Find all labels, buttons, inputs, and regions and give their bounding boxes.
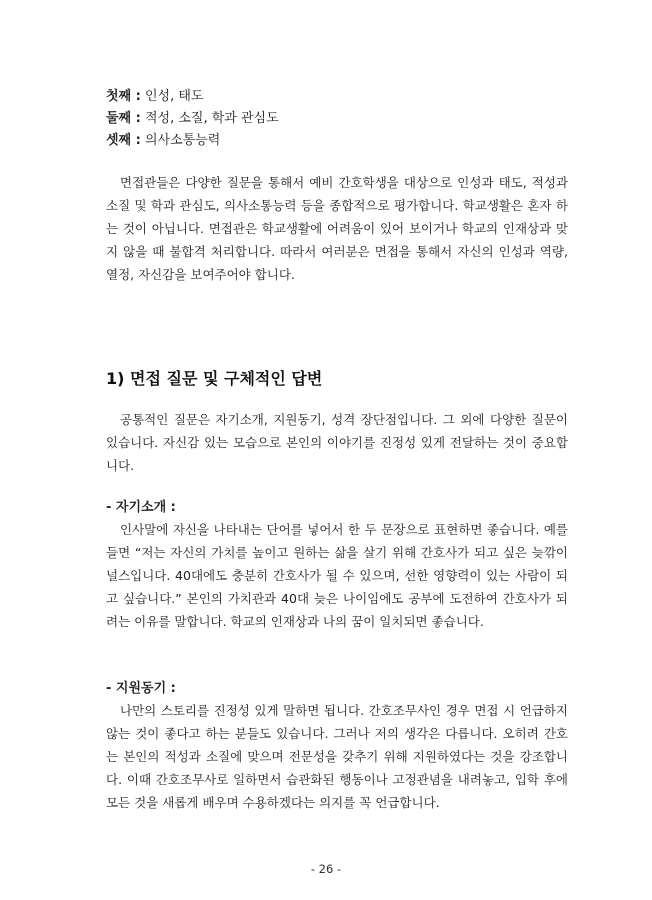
section-heading: 1) 면접 질문 및 구체적인 답변 [106, 369, 323, 388]
list-item [106, 130, 279, 152]
criteria-list [106, 86, 279, 152]
list-item-value: 적성, 소질, 학과 관심도 [140, 111, 279, 126]
list-item-label: 둘째 : [106, 111, 141, 126]
list-item [106, 86, 279, 108]
self-intro-heading: - 자기소개 : [106, 500, 176, 515]
list-item-value: 의사소통능력 [140, 133, 221, 148]
motivation-paragraph: 나만의 스토리를 진정성 있게 말하면 됩니다. 간호조무사인 경우 면접 시 언급하지 않는 것이 좋다고 하는 분들도 있습니다. 그러나 저의 생각은 다릅니다. 오히려 간호는 본인의 적성과 소질에 맞으며 전문성을 갖추기 위해 지원하였다는 것을 강조합니다. 이때 간호조무사로 일하면서 습관화된 행동이나 고정관념을 내려놓고, 입학 후에 모든 것을 새롭게 배우며 수용하겠다는 의지를 꼭 언급합니다. [106, 703, 568, 810]
list-item-label: 첫째 : [106, 89, 141, 104]
list-item-value: 인성, 태도 [140, 89, 204, 104]
motivation-heading: - 지원동기 : [106, 681, 176, 696]
list-item-label: 셋째 : [106, 133, 141, 148]
intro-paragraph: 면접관들은 다양한 질문을 통해서 예비 간호학생을 대상으로 인성과 태도, 적성과 소질 및 학과 관심도, 의사소통능력 등을 종합적으로 평가합니다. 학교생활은 혼자 하는 것이 아닙니다. 면접관은 학교생활에 어려움이 있어 보이거나 학교의 인재상과 맞지 않을 때 불합격 처리합니다. 따라서 여러분은 면접을 통해서 자신의 인성과 역량, 열정, 자신감을 보여주어야 합니다. [106, 175, 568, 282]
page-number: - 26 - [310, 862, 342, 876]
section-paragraph: 공통적인 질문은 자기소개, 지원동기, 성격 장단점입니다. 그 외에 다양한 질문이 있습니다. 자신감 있는 모습으로 본인의 이야기를 진정성 있게 전달하는 것이 중요합니다. [106, 412, 568, 473]
self-intro-paragraph: 인사말에 자신을 나타내는 단어를 넣어서 한 두 문장으로 표현하면 좋습니다. 예를 들면 “저는 자신의 가치를 높이고 원하는 삶을 살기 위해 간호사가 되고 싶은 늦깎이널스입니다. 40대에도 충분히 간호사가 될 수 있으며, 선한 영향력이 있는 사람이 되고 싶습니다.” 본인의 가치관과 40대 늦은 나이임에도 공부에 도전하여 간호사가 되려는 이유를 말합니다. 학교의 인재상과 나의 꿈이 일치되면 좋습니다. [106, 522, 568, 629]
list-item [106, 108, 279, 130]
